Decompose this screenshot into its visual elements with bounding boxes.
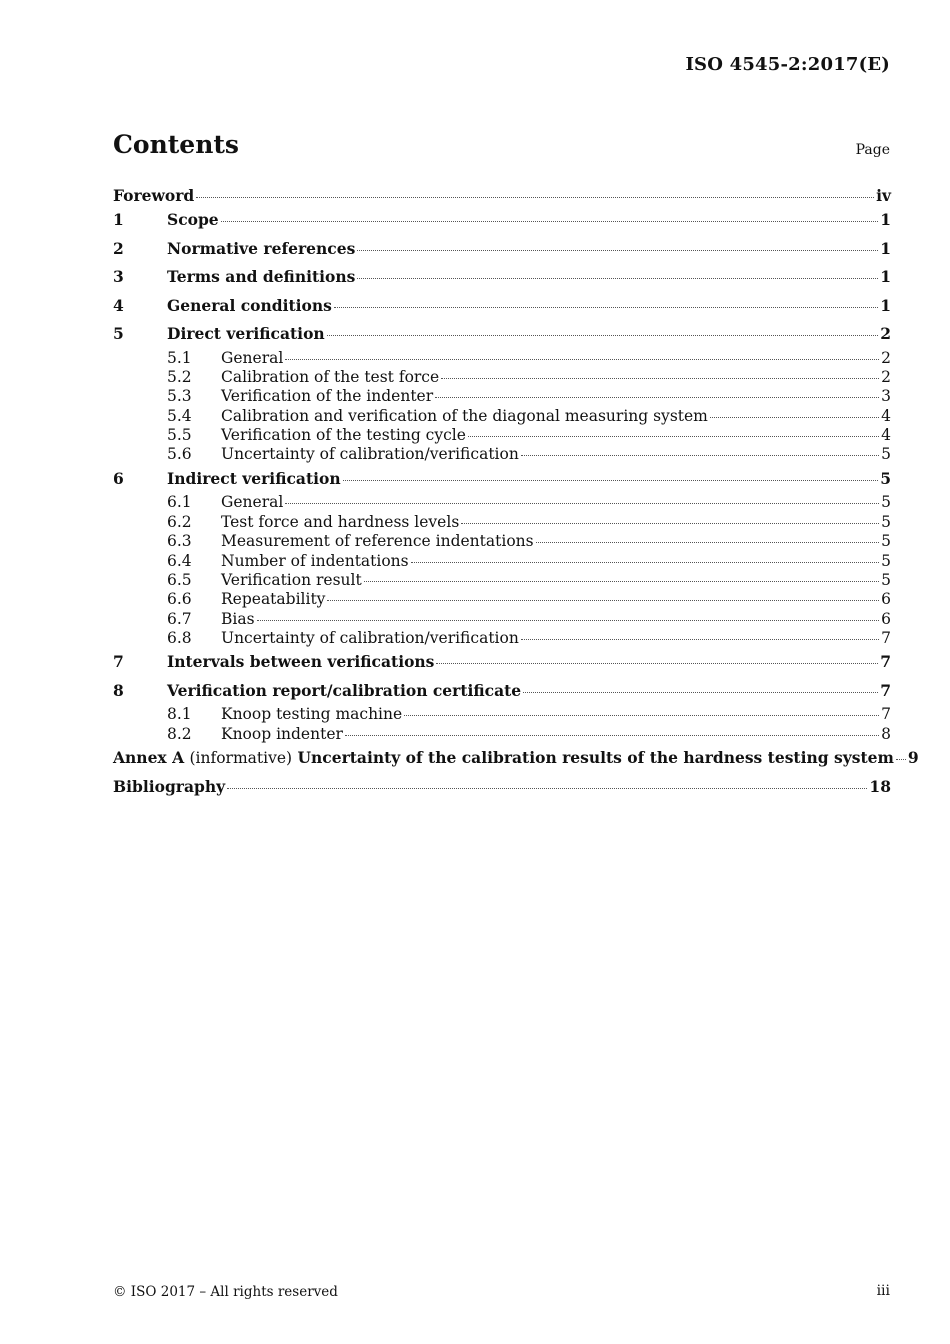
toc-entry-label: Calibration of the test force xyxy=(221,367,440,386)
toc-entry-number: 6.6 xyxy=(167,590,192,609)
toc-entry-number: 5.6 xyxy=(167,445,192,464)
toc-entry-page: 4 xyxy=(881,426,891,445)
toc-entry-label: Indirect verification xyxy=(167,468,341,488)
dot-leader xyxy=(441,378,879,379)
toc-entry-label: Foreword xyxy=(113,186,195,205)
annex-title: Uncertainty of the calibration results of the hardness testing system xyxy=(297,748,894,768)
toc-entry-clause-6[interactable] xyxy=(113,465,891,494)
toc-entry-bibliography[interactable] xyxy=(113,773,891,802)
toc-entry-subclause-6-4[interactable] xyxy=(113,552,891,571)
toc-entry-number: 7 xyxy=(113,652,124,672)
annex-prefix: Annex A xyxy=(113,748,185,768)
toc-entry-subclause-8-2[interactable] xyxy=(113,725,891,744)
toc-entry-label: Knoop indenter xyxy=(221,724,343,743)
toc-entry-number: 6.7 xyxy=(167,609,192,628)
dot-leader xyxy=(468,436,879,437)
toc-entry-page: iv xyxy=(876,186,891,205)
toc-entry-label: Verification report/calibration certificate xyxy=(167,680,522,700)
toc-entry-page: 5 xyxy=(881,512,891,531)
toc-entry-number: 3 xyxy=(113,267,124,286)
toc-entry-clause-7[interactable] xyxy=(113,648,891,677)
dot-leader xyxy=(345,735,879,736)
dot-leader xyxy=(221,221,879,222)
toc-entry-page: 5 xyxy=(881,532,891,551)
toc-entry-label: Uncertainty of calibration/verification xyxy=(221,629,519,648)
contents-title: Contents xyxy=(113,130,240,159)
toc-entry-clause-8[interactable] xyxy=(113,677,891,706)
toc-entry-number: 6.2 xyxy=(167,512,192,531)
toc-entry-clause-2[interactable] xyxy=(113,235,891,264)
dot-leader xyxy=(523,692,878,693)
toc-entry-number: 5.1 xyxy=(167,348,192,367)
toc-entry-number: 5.3 xyxy=(167,387,192,406)
dot-leader xyxy=(285,359,879,360)
dot-leader xyxy=(357,250,878,251)
page-column-label: Page xyxy=(855,142,890,158)
dot-leader xyxy=(896,759,906,760)
dot-leader xyxy=(536,542,880,543)
toc-entry-page: 2 xyxy=(881,348,891,367)
dot-leader xyxy=(196,197,874,198)
dot-leader xyxy=(521,639,879,640)
toc-entry-subclause-5-6[interactable] xyxy=(113,445,891,464)
toc-entry-page: 1 xyxy=(880,267,891,286)
toc-entry-label: General xyxy=(221,348,284,367)
toc-entry-number: 6 xyxy=(113,468,124,488)
toc-entry-label: General conditions xyxy=(167,295,332,315)
copyright-notice: © ISO 2017 – All rights reserved xyxy=(113,1284,338,1300)
toc-entry-page: 5 xyxy=(881,551,891,570)
toc-entry-page: 8 xyxy=(881,724,891,743)
annex-type: (informative) xyxy=(189,749,293,768)
toc-entry-number: 8.1 xyxy=(167,705,192,724)
toc-entry-label: Normative references xyxy=(167,238,356,258)
dot-leader xyxy=(285,503,879,504)
toc-entry-label: Knoop testing machine xyxy=(221,705,403,724)
toc-entry-page: 18 xyxy=(869,776,891,796)
toc-entry-number: 6.8 xyxy=(167,629,192,648)
toc-entry-label xyxy=(113,744,894,773)
toc-entry-label: Scope xyxy=(167,210,219,229)
toc-entry-label: Bias xyxy=(221,609,255,628)
toc-entry-label: Repeatability xyxy=(221,590,326,609)
toc-entry-subclause-6-7[interactable] xyxy=(113,610,891,629)
toc-entry-number: 8.2 xyxy=(167,724,192,743)
standard-identifier: ISO 4545-2:2017(E) xyxy=(685,54,890,75)
toc-entry-subclause-6-1[interactable] xyxy=(113,493,891,512)
toc-entry-annex-a[interactable] xyxy=(113,744,919,773)
toc-entry-page: 7 xyxy=(880,680,891,700)
toc-entry-page: 5 xyxy=(881,493,891,512)
toc-entry-number: 6.5 xyxy=(167,570,192,589)
dot-leader xyxy=(411,562,880,563)
toc-entry-number: 5.2 xyxy=(167,367,192,386)
toc-entry-page: 1 xyxy=(880,210,891,229)
toc-entry-subclause-5-5[interactable] xyxy=(113,426,891,445)
toc-entry-page: 2 xyxy=(880,324,891,343)
toc-entry-number: 6.1 xyxy=(167,493,192,512)
toc-entry-page: 4 xyxy=(881,406,891,425)
dot-leader xyxy=(435,397,879,398)
toc-entry-label: Verification of the indenter xyxy=(221,387,434,406)
toc-entry-label: Direct verification xyxy=(167,324,325,343)
toc-entry-page: 6 xyxy=(881,609,891,628)
dot-leader xyxy=(436,663,878,664)
toc-entry-number: 8 xyxy=(113,680,124,700)
toc-entry-number: 5.4 xyxy=(167,406,192,425)
toc-entry-label: Number of indentations xyxy=(221,551,409,570)
toc-entry-subclause-6-3[interactable] xyxy=(113,532,891,551)
toc-entry-clause-3[interactable] xyxy=(113,263,891,292)
toc-entry-page: 3 xyxy=(881,387,891,406)
toc-entry-number: 1 xyxy=(113,210,124,229)
toc-entry-page: 7 xyxy=(880,652,891,672)
toc-entry-page: 2 xyxy=(881,367,891,386)
toc-entry-label: Measurement of reference indentations xyxy=(221,532,534,551)
toc-entry-label: Uncertainty of calibration/verification xyxy=(221,445,519,464)
toc-entry-foreword[interactable] xyxy=(113,186,891,206)
toc-entry-page: 5 xyxy=(880,468,891,488)
toc-entry-page: 7 xyxy=(881,629,891,648)
toc-entry-subclause-5-3[interactable] xyxy=(113,387,891,406)
toc-entry-label: General xyxy=(221,493,284,512)
toc-entry-label: Bibliography xyxy=(113,776,226,796)
table-of-contents xyxy=(113,186,919,801)
toc-entry-clause-4[interactable] xyxy=(113,292,891,321)
toc-entry-page: 1 xyxy=(880,295,891,315)
toc-entry-page: 9 xyxy=(907,748,919,768)
dot-leader xyxy=(257,620,880,621)
dot-leader xyxy=(343,480,879,481)
toc-entry-label: Calibration and verification of the diagonal measuring system xyxy=(221,406,708,425)
toc-entry-subclause-6-5[interactable] xyxy=(113,571,891,590)
dot-leader xyxy=(404,715,879,716)
toc-clauses xyxy=(113,206,891,744)
dot-leader xyxy=(364,581,879,582)
dot-leader xyxy=(521,455,879,456)
toc-entry-number: 6.3 xyxy=(167,532,192,551)
toc-entry-number: 5.5 xyxy=(167,426,192,445)
toc-entry-number: 4 xyxy=(113,295,124,315)
page-number: iii xyxy=(876,1283,890,1299)
dot-leader xyxy=(327,600,879,601)
toc-entry-label: Test force and hardness levels xyxy=(221,512,460,531)
dot-leader xyxy=(227,788,867,789)
toc-entry-clause-1[interactable] xyxy=(113,206,891,235)
toc-entry-subclause-5-2[interactable] xyxy=(113,368,891,387)
toc-entry-subclause-8-1[interactable] xyxy=(113,705,891,724)
toc-entry-label: Terms and definitions xyxy=(167,267,356,286)
toc-entry-label: Verification result xyxy=(221,570,362,589)
toc-entry-label: Verification of the testing cycle xyxy=(221,426,466,445)
toc-entry-subclause-6-6[interactable] xyxy=(113,590,891,609)
toc-entry-page: 7 xyxy=(881,705,891,724)
dot-leader xyxy=(334,307,878,308)
toc-entry-number: 5 xyxy=(113,324,124,343)
toc-entry-subclause-6-8[interactable] xyxy=(113,629,891,648)
toc-entry-number: 6.4 xyxy=(167,551,192,570)
toc-entry-subclause-5-4[interactable] xyxy=(113,407,891,426)
dot-leader xyxy=(327,335,879,336)
toc-entry-page: 1 xyxy=(880,238,891,258)
toc-entry-page: 6 xyxy=(881,590,891,609)
toc-entry-page: 5 xyxy=(881,570,891,589)
toc-entry-clause-5[interactable] xyxy=(113,320,891,349)
toc-entry-page: 5 xyxy=(881,445,891,464)
toc-entry-label: Intervals between verifications xyxy=(167,652,435,672)
toc-entry-subclause-5-1[interactable] xyxy=(113,349,891,368)
dot-leader xyxy=(710,417,879,418)
dot-leader xyxy=(357,278,878,279)
dot-leader xyxy=(461,523,879,524)
toc-entry-number: 2 xyxy=(113,238,124,258)
toc-entry-subclause-6-2[interactable] xyxy=(113,513,891,532)
